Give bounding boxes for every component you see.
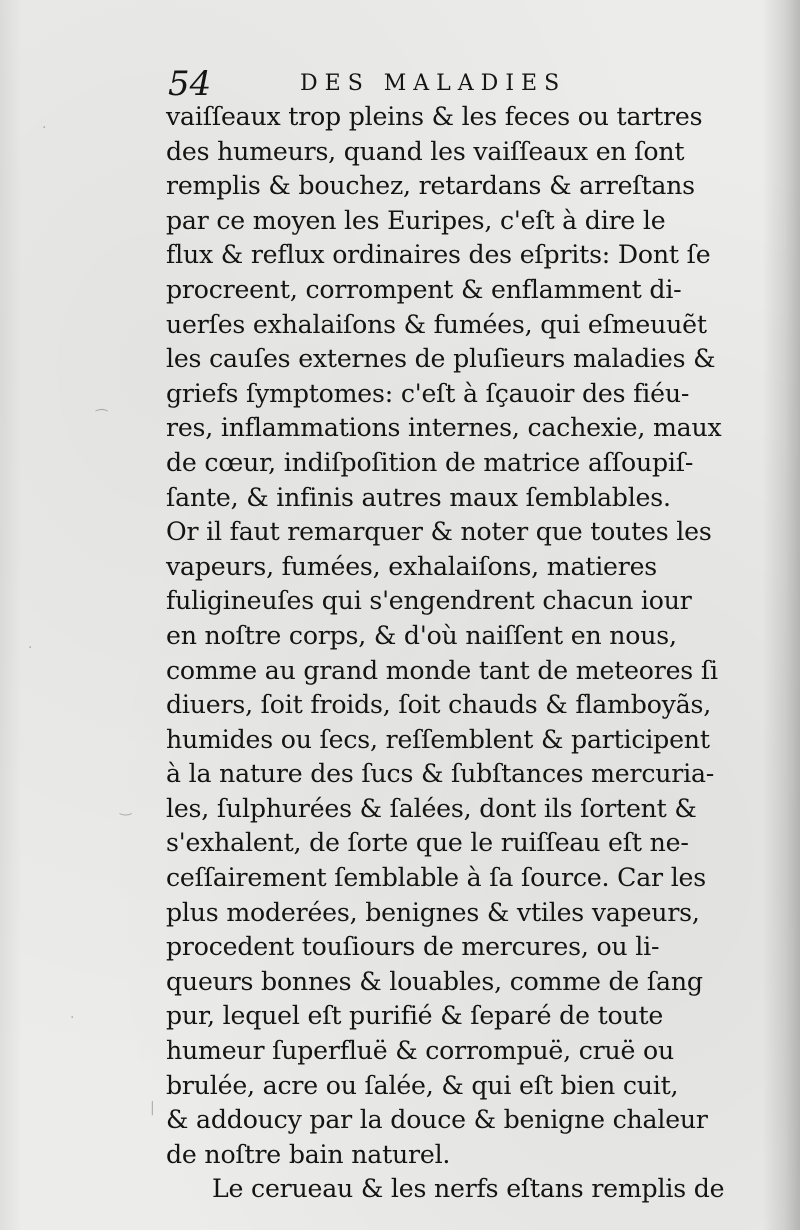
paper-speck: | bbox=[150, 1100, 155, 1116]
text-line: les cauſes externes de pluſieurs maladies & bbox=[166, 344, 716, 374]
text-line: pur, lequel eſt purifié & ſeparé de toute bbox=[166, 1001, 664, 1031]
text-line: ceſſairement ſemblable à ſa ſource. Car les bbox=[166, 863, 706, 893]
paper-speck: · bbox=[42, 120, 47, 136]
page-left-edge bbox=[0, 0, 22, 1230]
page-number: 54 bbox=[168, 64, 212, 104]
text-line: comme au grand monde tant de meteores ſi bbox=[166, 655, 718, 685]
text-line: flux & reflux ordinaires des eſprits: Dont ſe bbox=[166, 240, 711, 270]
text-line: les, ſulphurées & ſalées, dont ils ſortent & bbox=[166, 793, 697, 823]
page-header bbox=[168, 62, 728, 104]
text-line: de noſtre bain naturel. bbox=[166, 1139, 451, 1169]
text-line: fuligineuſes qui s'engendrent chacun iour bbox=[166, 586, 692, 616]
text-line: humeur ſuperfluë & corrompuë, cruë ou bbox=[166, 1036, 674, 1066]
text-line: procedent touſiours de mercures, ou li- bbox=[166, 932, 660, 962]
text-line: s'exhalent, de ſorte que le ruiſſeau eſt ne- bbox=[166, 828, 689, 858]
text-line: res, inflammations internes, cachexie, maux bbox=[166, 413, 722, 443]
text-line: procreent, corrompent & enflamment di- bbox=[166, 274, 682, 304]
paper-speck: ⁀ bbox=[96, 410, 108, 426]
binding-shadow bbox=[762, 0, 800, 1230]
text-line: remplis & bouchez, retardans & arreſtans bbox=[166, 171, 695, 201]
text-line: ſante, & infinis autres maux ſemblables. bbox=[166, 482, 671, 512]
paragraph-start-line: Le cerueau & les nerfs eſtans remplis de bbox=[212, 1174, 725, 1204]
text-line: en noſtre corps, & d'où naiſſent en nous, bbox=[166, 620, 677, 650]
paper-speck: · bbox=[70, 1010, 75, 1026]
body-text bbox=[166, 100, 756, 1207]
running-head: DES MALADIES bbox=[300, 71, 567, 96]
text-line: humides ou ſecs, reſſemblent & participent bbox=[166, 724, 710, 754]
text-line: plus moderées, benignes & vtiles vapeurs, bbox=[166, 897, 700, 927]
paper-speck: ‿ bbox=[120, 800, 132, 816]
text-line: de cœur, indiſpoſition de matrice aſſoupiſ- bbox=[166, 447, 694, 477]
text-line: des humeurs, quand les vaiſſeaux en ſont bbox=[166, 136, 685, 166]
paper-speck: · bbox=[28, 640, 33, 656]
text-line: uerſes exhalaiſons & fumées, qui eſmeuuẽt bbox=[166, 309, 707, 339]
text-line: brulée, acre ou ſalée, & qui eſt bien cuit, bbox=[166, 1070, 679, 1100]
text-line: & addoucy par la douce & benigne chaleur bbox=[166, 1105, 708, 1135]
text-line: vaiſſeaux trop pleins & les feces ou tartres bbox=[166, 102, 703, 131]
text-line: diuers, ſoit froids, ſoit chauds & flamboyãs, bbox=[166, 690, 712, 720]
text-line: vapeurs, fumées, exhalaiſons, matieres bbox=[166, 551, 658, 581]
text-line: queurs bonnes & louables, comme de ſang bbox=[166, 966, 703, 996]
text-line: par ce moyen les Euripes, c'eſt à dire le bbox=[166, 205, 666, 235]
text-line: à la nature des ſucs & ſubſtances mercuria- bbox=[166, 759, 715, 789]
text-line: Or il faut remarquer & noter que toutes les bbox=[166, 517, 712, 547]
text-line: griefs ſymptomes: c'eſt à ſçauoir des fiéu- bbox=[166, 378, 690, 408]
